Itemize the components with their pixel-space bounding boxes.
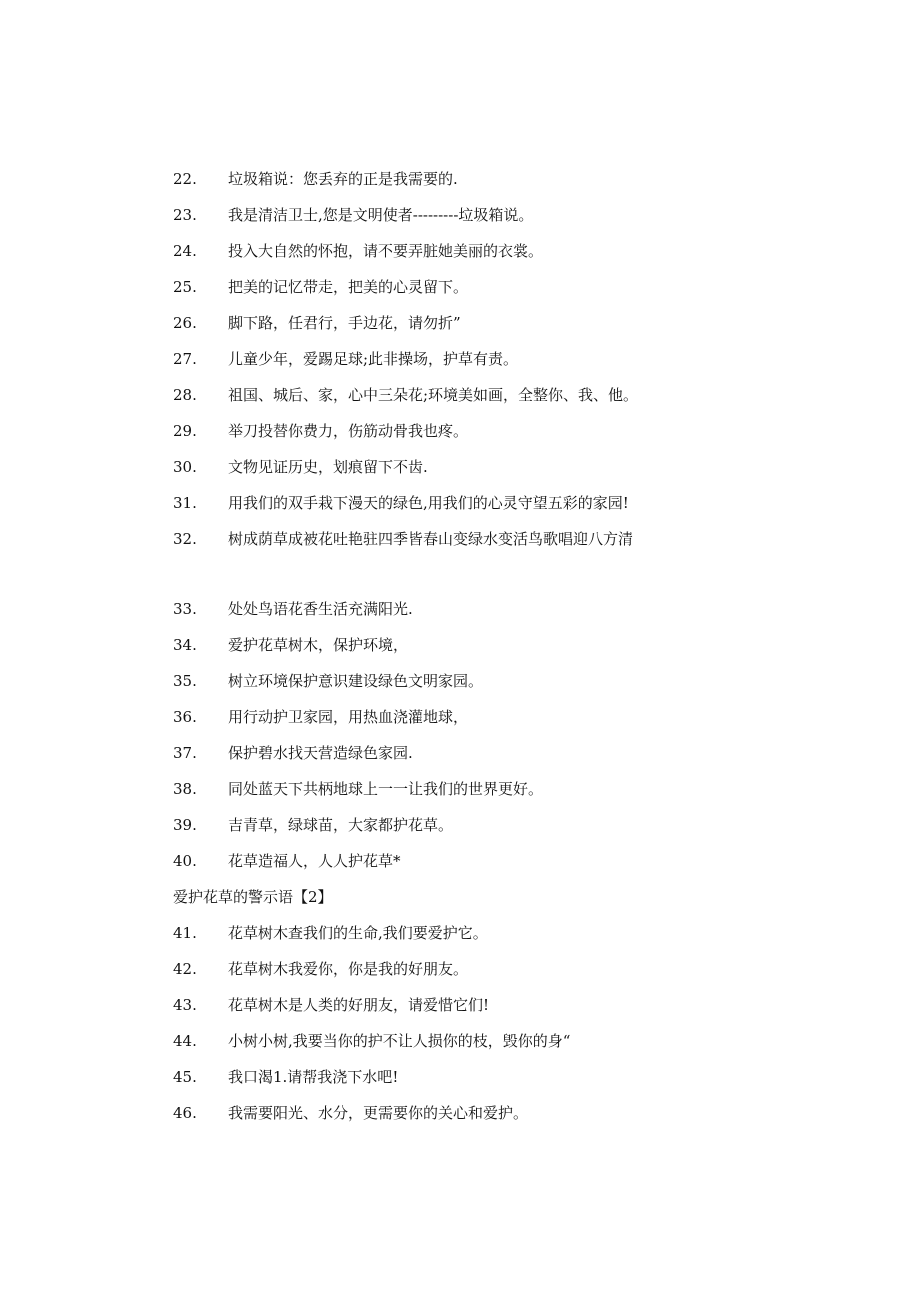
item-text: 花草造福人，人人护花草* <box>228 852 401 870</box>
item-text: 处处鸟语花香生活充满阳光. <box>228 600 413 618</box>
item-number: 29. <box>173 422 197 440</box>
item-number: 36. <box>173 708 197 726</box>
item-number: 46. <box>173 1104 197 1122</box>
item-text: 用行动护卫家园，用热血浇灌地球， <box>228 708 469 726</box>
item-number: 44. <box>173 1032 197 1050</box>
item-text: 文物见证历史，划痕留下不齿. <box>228 458 428 476</box>
item-number: 26. <box>173 314 197 332</box>
item-number: 27. <box>173 350 197 368</box>
item-text: 儿童少年，爱踢足球;此非操场，护草有责。 <box>228 350 519 368</box>
item-number: 45. <box>173 1068 197 1086</box>
item-text: 花草树木是人类的好朋友，请爱惜它们! <box>228 996 490 1014</box>
item-text: 把美的记忆带走，把美的心灵留下。 <box>228 278 469 296</box>
section-heading: 爱护花草的警示语【2】 <box>173 888 333 906</box>
item-text: 保护碧水找天营造绿色家园. <box>228 744 413 762</box>
item-number: 37. <box>173 744 197 762</box>
item-number: 33. <box>173 600 197 618</box>
item-number: 23. <box>173 206 197 224</box>
item-text: 吉青草，绿球苗，大家都护花草。 <box>228 816 454 834</box>
item-text: 用我们的双手栽下漫天的绿色,用我们的心灵守望五彩的家园! <box>228 494 629 512</box>
item-text: 我口渴1.请帮我浇下水吧! <box>228 1068 399 1086</box>
item-text: 我需要阳光、水分，更需要你的关心和爱护。 <box>228 1104 529 1122</box>
item-number: 22. <box>173 170 197 188</box>
item-number: 41. <box>173 924 197 942</box>
item-text: 投入大自然的怀抱，请不要弄脏她美丽的衣裳。 <box>228 242 544 260</box>
item-number: 32. <box>173 530 197 548</box>
item-number: 28. <box>173 386 197 404</box>
item-text: 举刀投替你费力，伤筋动骨我也疼。 <box>228 422 469 440</box>
item-number: 25. <box>173 278 197 296</box>
item-text: 树成荫草成被花吐艳驻四季皆春山变绿水变活鸟歌唱迎八方清 <box>228 530 634 548</box>
item-number: 43. <box>173 996 197 1014</box>
item-number: 24. <box>173 242 197 260</box>
item-text: 花草树木查我们的生命,我们要爱护它。 <box>228 924 488 942</box>
item-number: 35. <box>173 672 197 690</box>
item-text: 同处蓝天下共柄地球上一一让我们的世界更好。 <box>228 780 544 798</box>
item-text: 祖国、城后、家，心中三朵花;环境美如画，全整你、我、他。 <box>228 386 639 404</box>
item-number: 39. <box>173 816 197 834</box>
item-number: 38. <box>173 780 197 798</box>
item-text: 花草树木我爱你，你是我的好朋友。 <box>228 960 469 978</box>
item-number: 42. <box>173 960 197 978</box>
item-number: 31. <box>173 494 197 512</box>
item-number: 34. <box>173 636 197 654</box>
item-text: 垃圾箱说：您丢弃的正是我需要的. <box>228 170 458 188</box>
item-number: 40. <box>173 852 197 870</box>
item-text: 脚下路，任君行，手边花，请勿折” <box>228 314 461 332</box>
item-number: 30. <box>173 458 197 476</box>
item-text: 小树小树,我要当你的护不让人损你的枝，毁你的身“ <box>228 1032 571 1050</box>
item-text: 爱护花草树木，保护环境， <box>228 636 409 654</box>
item-text: 树立环境保护意识建设绿色文明家园。 <box>228 672 484 690</box>
item-text: 我是清洁卫士,您是文明使者---------垃圾箱说。 <box>228 206 534 224</box>
